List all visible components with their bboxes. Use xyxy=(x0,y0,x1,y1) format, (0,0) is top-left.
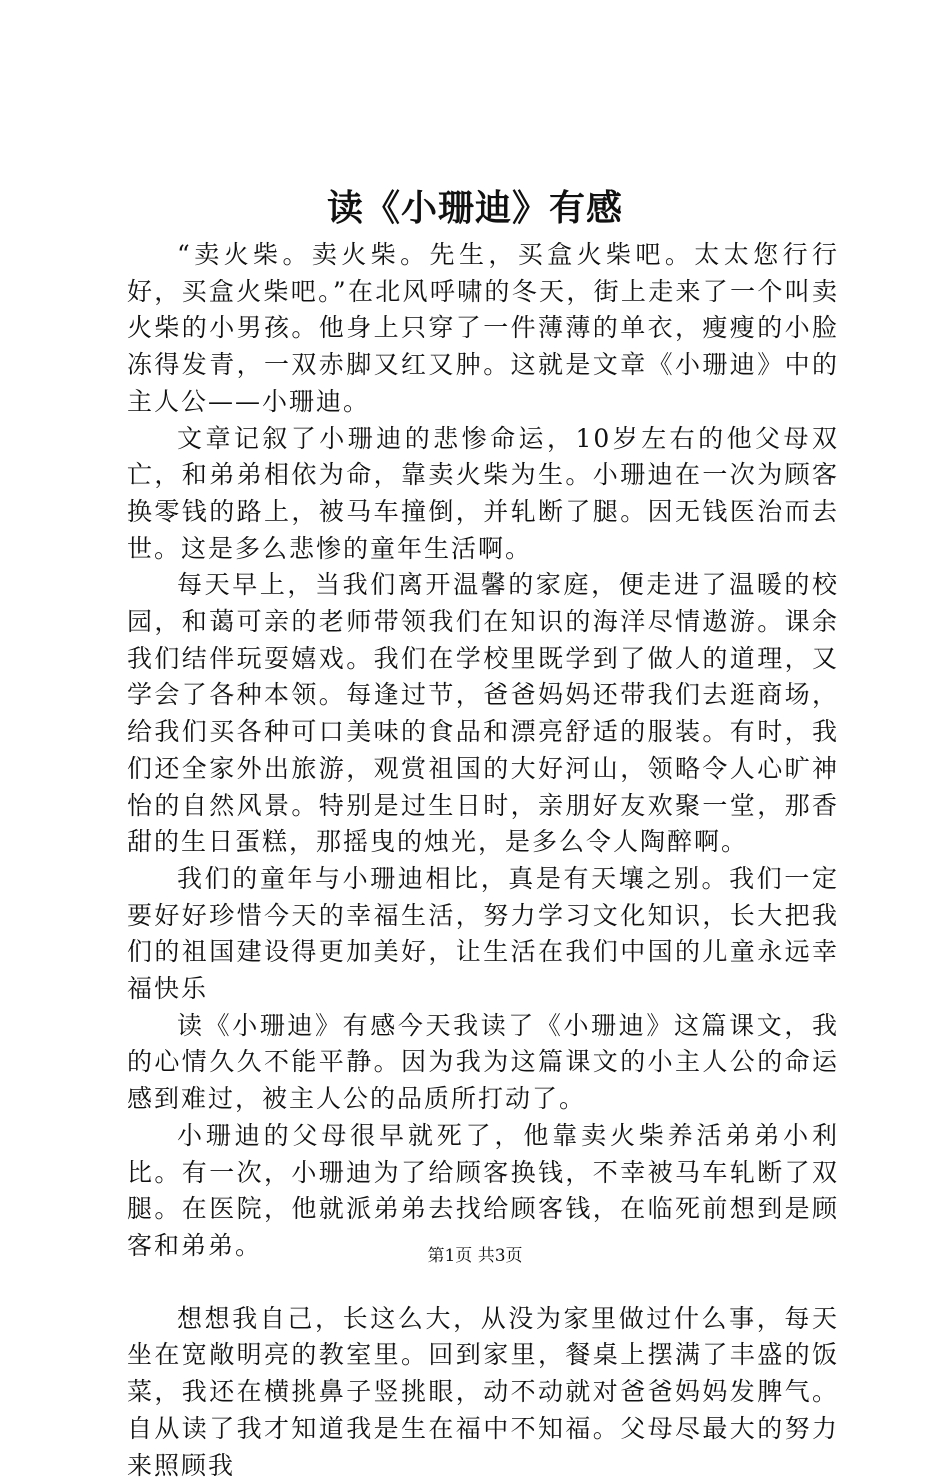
page-title: 读《小珊迪》有感 xyxy=(326,187,623,229)
page-number-footer: 第1页 共3页 xyxy=(427,1246,523,1266)
paragraph-6: 小珊迪的父母很早就死了，他靠卖火柴养活弟弟小利比。有一次，小珊迪为了给顾客换钱，不幸被马车轧断了双腿。在医院，他就派弟弟去找给顾客钱，在临死前想到是顾客和弟弟。 xyxy=(127,1120,839,1260)
paragraph-4: 我们的童年与小珊迪相比，真是有天壤之别。我们一定要好好珍惜今天的幸福生活，努力学习文化知识，长大把我们的祖国建设得更加美好，让生活在我们中国的儿童永远幸福快乐 xyxy=(127,863,839,1004)
article-body xyxy=(127,237,839,1484)
paragraph-5: 读《小珊迪》有感今天我读了《小珊迪》这篇课文，我的心情久久不能平静。因为我为这篇课文的小主人公的命运感到难过，被主人公的品质所打动了。 xyxy=(127,1010,839,1114)
paragraph-2: 文章记叙了小珊迪的悲惨命运，10岁左右的他父母双亡，和弟弟相依为命，靠卖火柴为生。小珊迪在一次为顾客换零钱的路上，被马车撞倒，并轧断了腿。因无钱医治而去世。这是多么悲惨的童年生活啊。 xyxy=(127,423,839,563)
paragraph-7: 想想我自己，长这么大，从没为家里做过什么事，每天坐在宽敞明亮的教室里。回到家里，餐桌上摆满了丰盛的饭菜，我还在横挑鼻子竖挑眼，动不动就对爸爸妈妈发脾气。自从读了我才知道我是生在福中不知福。父母尽最大的努力来照顾我 xyxy=(127,1303,839,1480)
paragraph-1: “卖火柴。卖火柴。先生，买盒火柴吧。太太您行行好，买盒火柴吧。”在北风呼啸的冬天，街上走来了一个叫卖火柴的小男孩。他身上只穿了一件薄薄的单衣，瘦瘦的小脸冻得发青，一双赤脚又红又肿。这就是文章《小珊迪》中的主人公——小珊迪。 xyxy=(127,240,839,416)
paragraph-3: 每天早上，当我们离开温馨的家庭，便走进了温暖的校园，和蔼可亲的老师带领我们在知识的海洋尽情遨游。课余我们结伴玩耍嬉戏。我们在学校里既学到了做人的道理，又学会了各种本领。每逢过节，爸爸妈妈还带我们去逛商场，给我们买各种可口美味的食品和漂亮舒适的服装。有时，我们还全家外出旅游，观赏祖国的大好河山，领略令人心旷神怡的自然风景。特别是过生日时，亲朋好友欢聚一堂，那香甜的生日蛋糕，那摇曳的烛光，是多么令人陶醉啊。 xyxy=(127,570,839,857)
